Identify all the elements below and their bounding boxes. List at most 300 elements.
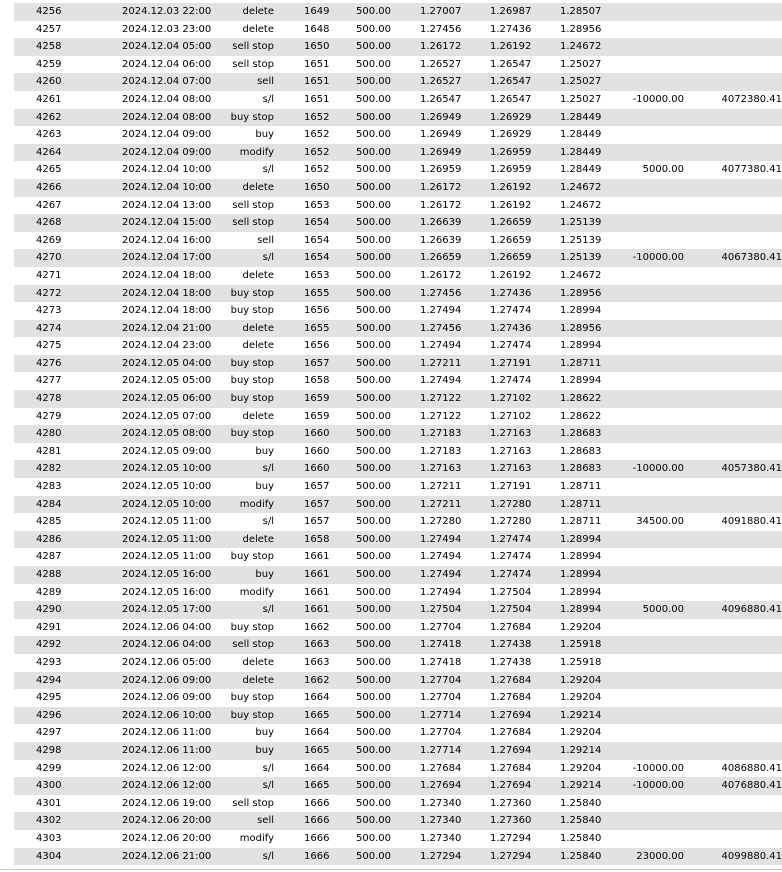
table-row[interactable] (14, 443, 782, 461)
tp-cell: 1.24672 (560, 199, 602, 211)
table-row[interactable] (14, 478, 782, 496)
tp-cell: 1.25027 (560, 76, 602, 88)
table-row[interactable] (14, 601, 782, 619)
table-row[interactable] (14, 390, 782, 408)
sl-cell: 1.27191 (490, 481, 532, 493)
tp-cell: 1.25840 (560, 832, 602, 844)
balance-cell: 4077380.41 (721, 164, 782, 176)
type-cell: delete (242, 23, 274, 35)
tp-cell: 1.28711 (560, 357, 602, 369)
price-cell: 1.26172 (420, 199, 462, 211)
profit-cell: 5000.00 (642, 604, 684, 616)
table-row[interactable] (14, 672, 782, 690)
price-cell: 1.27704 (420, 692, 462, 704)
price-cell: 1.27211 (420, 498, 462, 510)
sl-cell: 1.27191 (490, 357, 532, 369)
profit-cell: 5000.00 (642, 164, 684, 176)
balance-cell: 4076880.41 (721, 780, 782, 792)
table-row[interactable] (14, 3, 782, 21)
order-cell: 1665 (304, 709, 330, 721)
price-cell: 1.27494 (420, 586, 462, 598)
row-number: 4260 (36, 76, 62, 88)
price-cell: 1.27122 (420, 393, 462, 405)
size-cell: 500.00 (356, 445, 391, 457)
table-row[interactable] (14, 584, 782, 602)
type-cell: sell stop (232, 797, 274, 809)
table-row[interactable] (14, 179, 782, 197)
size-cell: 500.00 (356, 181, 391, 193)
order-cell: 1649 (304, 6, 330, 17)
row-number: 4291 (36, 621, 62, 633)
table-row[interactable] (14, 302, 782, 320)
size-cell: 500.00 (356, 709, 391, 721)
profit-cell: -10000.00 (632, 463, 684, 475)
price-cell: 1.27211 (420, 357, 462, 369)
size-cell: 500.00 (356, 41, 391, 53)
size-cell: 500.00 (356, 111, 391, 123)
table-row[interactable] (14, 249, 782, 267)
sl-cell: 1.26659 (490, 252, 532, 264)
row-number: 4267 (36, 199, 62, 211)
time-cell: 2024.12.06 05:00 (122, 656, 212, 668)
price-cell: 1.26639 (420, 234, 462, 246)
tp-cell: 1.28449 (560, 146, 602, 158)
sl-cell: 1.27102 (490, 410, 532, 422)
sl-cell: 1.26192 (490, 181, 532, 193)
table-row[interactable] (14, 777, 782, 795)
type-cell: modify (239, 586, 274, 598)
table-row[interactable] (14, 460, 782, 478)
profit-cell: -10000.00 (632, 762, 684, 774)
time-cell: 2024.12.06 20:00 (122, 815, 212, 827)
order-cell: 1653 (304, 199, 330, 211)
time-cell: 2024.12.04 16:00 (122, 234, 212, 246)
order-cell: 1664 (304, 727, 330, 739)
time-cell: 2024.12.06 10:00 (122, 709, 212, 721)
size-cell: 500.00 (356, 375, 391, 387)
table-row[interactable] (14, 513, 782, 531)
time-cell: 2024.12.05 04:00 (122, 357, 212, 369)
type-cell: s/l (262, 93, 274, 105)
type-cell: sell (257, 815, 274, 827)
table-bottom-border (0, 869, 782, 870)
tp-cell: 1.28994 (560, 305, 602, 317)
time-cell: 2024.12.04 10:00 (122, 181, 212, 193)
time-cell: 2024.12.04 18:00 (122, 305, 212, 317)
size-cell: 500.00 (356, 6, 391, 17)
time-cell: 2024.12.06 09:00 (122, 674, 212, 686)
time-cell: 2024.12.04 08:00 (122, 93, 212, 105)
sl-cell: 1.27102 (490, 393, 532, 405)
tp-cell: 1.29214 (560, 709, 602, 721)
time-cell: 2024.12.03 22:00 (122, 6, 212, 17)
order-cell: 1665 (304, 744, 330, 756)
sl-cell: 1.26929 (490, 129, 532, 141)
order-cell: 1664 (304, 762, 330, 774)
order-cell: 1661 (304, 604, 330, 616)
balance-cell: 4096880.41 (721, 604, 782, 616)
time-cell: 2024.12.05 05:00 (122, 375, 212, 387)
row-number: 4262 (36, 111, 62, 123)
type-cell: sell (257, 76, 274, 88)
row-number: 4290 (36, 604, 62, 616)
row-number: 4258 (36, 41, 62, 53)
table-row[interactable] (14, 73, 782, 91)
type-cell: delete (242, 181, 274, 193)
order-cell: 1660 (304, 428, 330, 440)
tp-cell: 1.28994 (560, 375, 602, 387)
sl-cell: 1.27684 (490, 692, 532, 704)
tp-cell: 1.25139 (560, 234, 602, 246)
size-cell: 500.00 (356, 569, 391, 580)
size-cell: 500.00 (356, 129, 391, 141)
table-row[interactable] (14, 830, 782, 848)
row-number: 4276 (36, 357, 62, 369)
price-cell: 1.27340 (420, 797, 462, 809)
tp-cell: 1.29204 (560, 727, 602, 739)
tp-cell: 1.25027 (560, 93, 602, 105)
price-cell: 1.27183 (420, 428, 462, 440)
table-row[interactable] (14, 742, 782, 760)
type-cell: buy stop (230, 709, 274, 721)
size-cell: 500.00 (356, 428, 391, 440)
price-cell: 1.27183 (420, 445, 462, 457)
order-cell: 1666 (304, 815, 330, 827)
sl-cell: 1.27684 (490, 674, 532, 686)
type-cell: delete (242, 410, 274, 422)
type-cell: s/l (262, 252, 274, 264)
price-cell: 1.27714 (420, 709, 462, 721)
tp-cell: 1.28994 (560, 533, 602, 545)
sl-cell: 1.27280 (490, 498, 532, 510)
balance-cell: 4099880.41 (721, 850, 782, 862)
sl-cell: 1.27294 (490, 832, 532, 844)
price-cell: 1.27714 (420, 744, 462, 756)
time-cell: 2024.12.04 05:00 (122, 41, 212, 53)
sl-cell: 1.27163 (490, 463, 532, 475)
tp-cell: 1.24672 (560, 269, 602, 281)
size-cell: 500.00 (356, 357, 391, 369)
time-cell: 2024.12.04 07:00 (122, 76, 212, 88)
size-cell: 500.00 (356, 516, 391, 528)
order-cell: 1659 (304, 410, 330, 422)
type-cell: buy stop (230, 692, 274, 704)
tp-cell: 1.28994 (560, 340, 602, 352)
table-row[interactable] (14, 654, 782, 672)
tp-cell: 1.28683 (560, 428, 602, 440)
size-cell: 500.00 (356, 340, 391, 352)
table-row[interactable] (14, 232, 782, 250)
order-cell: 1651 (304, 93, 330, 105)
table-row[interactable] (14, 109, 782, 127)
time-cell: 2024.12.04 10:00 (122, 164, 212, 176)
tp-cell: 1.25840 (560, 815, 602, 827)
sl-cell: 1.27474 (490, 533, 532, 545)
size-cell: 500.00 (356, 586, 391, 598)
sl-cell: 1.26959 (490, 146, 532, 158)
type-cell: buy stop (230, 428, 274, 440)
order-cell: 1661 (304, 586, 330, 598)
size-cell: 500.00 (356, 498, 391, 510)
type-cell: delete (242, 656, 274, 668)
order-cell: 1652 (304, 129, 330, 141)
balance-cell: 4086880.41 (721, 762, 782, 774)
table-row[interactable] (14, 144, 782, 162)
table-row[interactable] (14, 285, 782, 303)
price-cell: 1.27494 (420, 551, 462, 563)
row-number: 4257 (36, 23, 62, 35)
table-row[interactable] (14, 21, 782, 39)
order-cell: 1662 (304, 674, 330, 686)
table-row[interactable] (14, 496, 782, 514)
order-cell: 1654 (304, 234, 330, 246)
price-cell: 1.26949 (420, 129, 462, 141)
order-cell: 1657 (304, 498, 330, 510)
size-cell: 500.00 (356, 762, 391, 774)
time-cell: 2024.12.06 12:00 (122, 780, 212, 792)
time-cell: 2024.12.05 16:00 (122, 586, 212, 598)
sl-cell: 1.27474 (490, 305, 532, 317)
row-number: 4286 (36, 533, 62, 545)
row-number: 4303 (36, 832, 62, 844)
size-cell: 500.00 (356, 533, 391, 545)
time-cell: 2024.12.06 11:00 (122, 727, 212, 739)
order-cell: 1661 (304, 569, 330, 580)
table-row[interactable] (14, 126, 782, 144)
price-cell: 1.27418 (420, 656, 462, 668)
row-number: 4295 (36, 692, 62, 704)
order-cell: 1663 (304, 656, 330, 668)
size-cell: 500.00 (356, 287, 391, 299)
price-cell: 1.26172 (420, 181, 462, 193)
tp-cell: 1.28683 (560, 445, 602, 457)
type-cell: sell stop (232, 199, 274, 211)
row-number: 4296 (36, 709, 62, 721)
row-number: 4281 (36, 445, 62, 457)
tp-cell: 1.29204 (560, 692, 602, 704)
sl-cell: 1.27504 (490, 586, 532, 598)
table-row[interactable] (14, 161, 782, 179)
row-number: 4261 (36, 93, 62, 105)
table-row[interactable] (14, 812, 782, 830)
order-cell: 1660 (304, 463, 330, 475)
type-cell: buy stop (230, 375, 274, 387)
row-number: 4273 (36, 305, 62, 317)
size-cell: 500.00 (356, 252, 391, 264)
sl-cell: 1.27360 (490, 797, 532, 809)
type-cell: delete (242, 6, 274, 17)
table-row[interactable] (14, 425, 782, 443)
price-cell: 1.26659 (420, 252, 462, 264)
tp-cell: 1.28507 (560, 6, 602, 17)
order-cell: 1663 (304, 639, 330, 651)
row-number: 4289 (36, 586, 62, 598)
row-number: 4282 (36, 463, 62, 475)
sl-cell: 1.27436 (490, 287, 532, 299)
size-cell: 500.00 (356, 76, 391, 88)
time-cell: 2024.12.05 16:00 (122, 569, 212, 580)
time-cell: 2024.12.05 06:00 (122, 393, 212, 405)
type-cell: buy stop (230, 111, 274, 123)
sl-cell: 1.26987 (490, 6, 532, 17)
tp-cell: 1.28956 (560, 287, 602, 299)
table-row[interactable] (14, 724, 782, 742)
sl-cell: 1.27438 (490, 639, 532, 651)
type-cell: buy stop (230, 357, 274, 369)
price-cell: 1.27684 (420, 762, 462, 774)
tp-cell: 1.28622 (560, 393, 602, 405)
table-row[interactable] (14, 214, 782, 232)
size-cell: 500.00 (356, 797, 391, 809)
row-number: 4269 (36, 234, 62, 246)
size-cell: 500.00 (356, 692, 391, 704)
table-row[interactable] (14, 636, 782, 654)
type-cell: delete (242, 269, 274, 281)
price-cell: 1.27340 (420, 832, 462, 844)
table-row[interactable] (14, 548, 782, 566)
size-cell: 500.00 (356, 463, 391, 475)
order-cell: 1656 (304, 340, 330, 352)
balance-cell: 4057380.41 (721, 463, 782, 475)
table-row[interactable] (14, 267, 782, 285)
sl-cell: 1.26547 (490, 58, 532, 70)
table-row[interactable] (14, 38, 782, 56)
row-number: 4274 (36, 322, 62, 334)
time-cell: 2024.12.04 13:00 (122, 199, 212, 211)
table-row[interactable] (14, 707, 782, 725)
size-cell: 500.00 (356, 23, 391, 35)
size-cell: 500.00 (356, 93, 391, 105)
price-cell: 1.27163 (420, 463, 462, 475)
type-cell: sell stop (232, 58, 274, 70)
trade-history-table (14, 3, 782, 865)
time-cell: 2024.12.06 20:00 (122, 832, 212, 844)
type-cell: s/l (262, 463, 274, 475)
time-cell: 2024.12.04 08:00 (122, 111, 212, 123)
sl-cell: 1.27684 (490, 727, 532, 739)
price-cell: 1.26959 (420, 164, 462, 176)
balance-cell: 4067380.41 (721, 252, 782, 264)
row-number: 4293 (36, 656, 62, 668)
time-cell: 2024.12.06 04:00 (122, 639, 212, 651)
price-cell: 1.27211 (420, 481, 462, 493)
balance-cell: 4072380.41 (721, 93, 782, 105)
tp-cell: 1.29204 (560, 674, 602, 686)
size-cell: 500.00 (356, 780, 391, 792)
order-cell: 1650 (304, 41, 330, 53)
price-cell: 1.27007 (420, 6, 462, 17)
sl-cell: 1.27438 (490, 656, 532, 668)
sl-cell: 1.27436 (490, 322, 532, 334)
size-cell: 500.00 (356, 164, 391, 176)
sl-cell: 1.26659 (490, 217, 532, 229)
tp-cell: 1.28711 (560, 481, 602, 493)
type-cell: sell stop (232, 639, 274, 651)
table-row[interactable] (14, 320, 782, 338)
price-cell: 1.27504 (420, 604, 462, 616)
row-number: 4287 (36, 551, 62, 563)
size-cell: 500.00 (356, 674, 391, 686)
balance-cell: 4091880.41 (721, 516, 782, 528)
row-number: 4285 (36, 516, 62, 528)
table-row[interactable] (14, 372, 782, 390)
row-number: 4288 (36, 569, 62, 580)
order-cell: 1655 (304, 287, 330, 299)
price-cell: 1.26547 (420, 93, 462, 105)
tp-cell: 1.28711 (560, 516, 602, 528)
table-row[interactable] (14, 197, 782, 215)
type-cell: s/l (262, 516, 274, 528)
order-cell: 1655 (304, 322, 330, 334)
order-cell: 1654 (304, 252, 330, 264)
order-cell: 1661 (304, 551, 330, 563)
type-cell: modify (239, 832, 274, 844)
size-cell: 500.00 (356, 269, 391, 281)
tp-cell: 1.28683 (560, 463, 602, 475)
price-cell: 1.27494 (420, 533, 462, 545)
tp-cell: 1.28449 (560, 164, 602, 176)
tp-cell: 1.24672 (560, 41, 602, 53)
table-row[interactable] (14, 355, 782, 373)
time-cell: 2024.12.04 18:00 (122, 269, 212, 281)
type-cell: s/l (262, 850, 274, 862)
row-number: 4265 (36, 164, 62, 176)
table-row[interactable] (14, 689, 782, 707)
size-cell: 500.00 (356, 656, 391, 668)
type-cell: buy stop (230, 305, 274, 317)
time-cell: 2024.12.05 10:00 (122, 481, 212, 493)
table-row[interactable] (14, 848, 782, 866)
order-cell: 1657 (304, 516, 330, 528)
table-row[interactable] (14, 408, 782, 426)
size-cell: 500.00 (356, 727, 391, 739)
time-cell: 2024.12.04 18:00 (122, 287, 212, 299)
table-row[interactable] (14, 56, 782, 74)
left-gutter (0, 0, 14, 872)
order-cell: 1657 (304, 481, 330, 493)
type-cell: s/l (262, 762, 274, 774)
size-cell: 500.00 (356, 199, 391, 211)
type-cell: modify (239, 498, 274, 510)
price-cell: 1.27122 (420, 410, 462, 422)
table-row[interactable] (14, 337, 782, 355)
tp-cell: 1.28994 (560, 569, 602, 580)
row-number: 4259 (36, 58, 62, 70)
order-cell: 1651 (304, 58, 330, 70)
tp-cell: 1.28994 (560, 551, 602, 563)
table-row[interactable] (14, 619, 782, 637)
price-cell: 1.27704 (420, 674, 462, 686)
price-cell: 1.27494 (420, 340, 462, 352)
price-cell: 1.27494 (420, 569, 462, 580)
price-cell: 1.27456 (420, 287, 462, 299)
sl-cell: 1.27694 (490, 744, 532, 756)
table-row[interactable] (14, 760, 782, 778)
order-cell: 1652 (304, 164, 330, 176)
table-row[interactable] (14, 795, 782, 813)
time-cell: 2024.12.06 11:00 (122, 744, 212, 756)
table-row[interactable] (14, 531, 782, 549)
table-row[interactable] (14, 91, 782, 109)
row-number: 4300 (36, 780, 62, 792)
order-cell: 1666 (304, 850, 330, 862)
row-number: 4284 (36, 498, 62, 510)
table-row[interactable] (14, 566, 782, 584)
order-cell: 1660 (304, 445, 330, 457)
price-cell: 1.26949 (420, 146, 462, 158)
sl-cell: 1.26659 (490, 234, 532, 246)
row-number: 4278 (36, 393, 62, 405)
